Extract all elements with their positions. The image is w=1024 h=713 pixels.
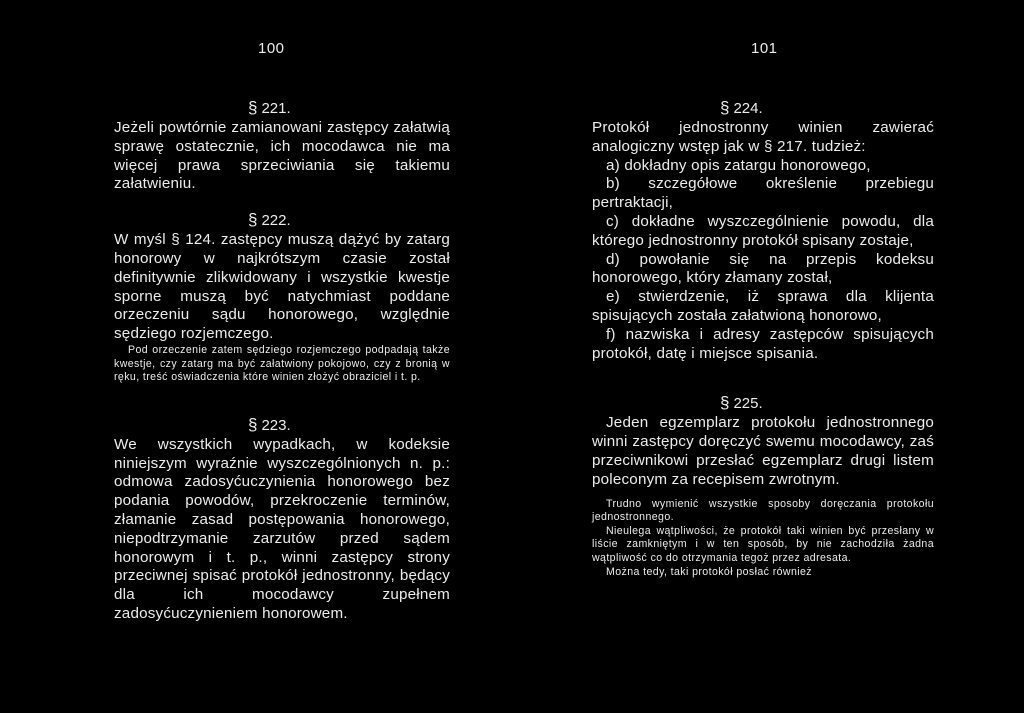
list-item: b) szczegółowe określenie przebiegu pertraktacji,	[592, 175, 934, 212]
list-item: a) dokładny opis zatargu honorowego,	[606, 156, 871, 174]
section-224-heading: § 224.	[720, 98, 763, 117]
right-page	[512, 0, 1024, 713]
section-225-text: Jeden egzemplarz protokołu jednostronnego winni zastępcy doręczyć swemu mocodawcy, zaś przeciwnikowi przesłać egzemplarz drugi listem poleconym za recepisem zwrotnym.	[592, 414, 934, 488]
left-column	[114, 98, 450, 624]
section-223-text: We wszystkich wypadkach, w kodeksie niniejszym wyraźnie wyszczególnionych n. p.: odmowa zadosyćuczynienia honorowego bez podania powodów, przekroczenie terminów, złamanie zasad postępowania honorowego, niepodtrzymanie zarzutów przed sądem honorowym i t. p., winni zastępcy strony przeciwnej spisać protokół jednostronny, będący dla ich mocodawcy zupełnem zadosyćuczynieniem honorowem.	[114, 435, 450, 622]
section-222-note: Pod orzeczenie zatem sędziego rozjemczego podpadają także kwestje, czy zatarg ma być załatwiony pokojowo, czy z bronią w ręku, treść oświadczenia które winien złożyć obraziciel i t. p.	[114, 343, 450, 384]
section-225-heading: § 225.	[720, 393, 763, 413]
list-item: c) dokładne wyszczególnienie powodu, dla którego jednostronny protokół spisany zostaje,	[592, 212, 934, 249]
section-sign-icon: §	[248, 210, 258, 230]
section-221-text: Jeżeli powtórnie zamianowani zastępcy załatwią sprawę ostatecznie, ich mocodawca nie ma więcej prawa sprzeciwiania się takiemu załatwieniu.	[114, 119, 450, 193]
right-column	[592, 98, 934, 579]
section-sign-icon: §	[720, 98, 730, 117]
page-number-right: 101	[751, 40, 778, 57]
list-item: e) stwierdzenie, iż sprawa dla klijenta spisujących została załatwioną honorowo,	[592, 288, 934, 324]
section-223-heading: § 223.	[248, 414, 291, 434]
section-225-note: Trudno wymienić wszystkie sposoby doręczania protokołu jednostronnego.	[592, 497, 934, 524]
section-221-heading: § 221.	[248, 98, 291, 117]
section-sign-icon: §	[720, 393, 730, 413]
section-225-note: Można tedy, taki protokół posłać również	[606, 565, 812, 578]
section-224-intro: Protokół jednostronny winien zawierać analogiczny wstęp jak w § 217. tudzież:	[592, 119, 934, 155]
list-item: d) powołanie się na przepis kodeksu honorowego, który złamany został,	[592, 250, 934, 287]
section-sign-icon: §	[248, 414, 258, 434]
section-222-text: W myśl § 124. zastępcy muszą dążyć by zatarg honorowy w najkrótszym czasie został definitywnie zlikwidowany i wszystkie kwestje sporne muszą być natychmiast poddane orzeczeniu sądu honorowego, względnie sędziego rozjemczego.	[114, 231, 450, 343]
list-item: f) nazwiska i adresy zastępców spisujących protokół, datę i miejsce spisania.	[592, 325, 934, 362]
section-222-heading: § 222.	[248, 210, 291, 230]
section-sign-icon: §	[248, 98, 258, 117]
page-number-left: 100	[258, 40, 285, 57]
section-225-note: Nieulega wątpliwości, że protokół taki winien być przesłany w liście zamkniętym i w ten sposób, by nie zachodziła żadna wątpliwość co do otrzymania tegoż przez adresata.	[592, 524, 934, 564]
